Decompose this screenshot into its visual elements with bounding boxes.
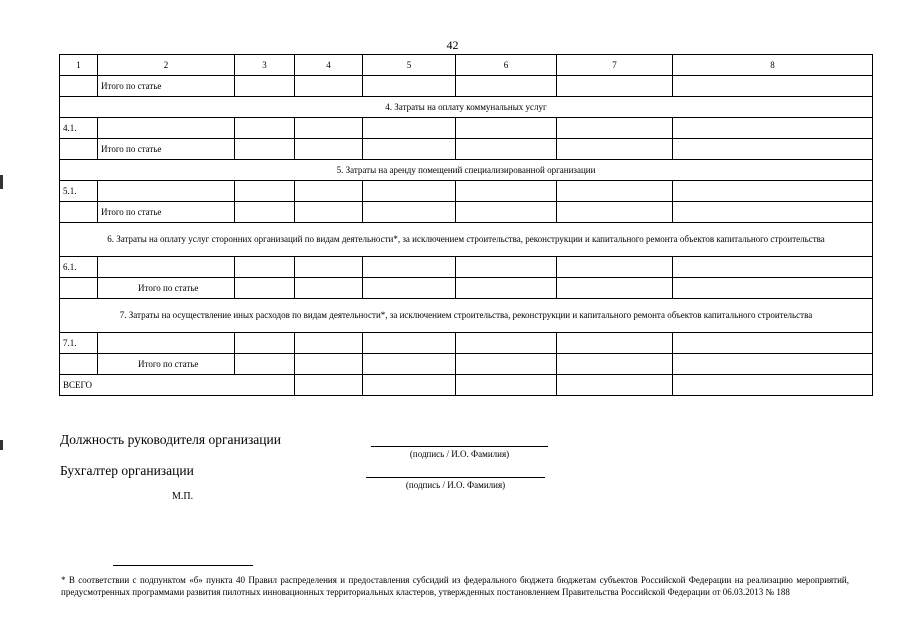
table-cell [235,257,295,278]
table-cell [557,139,673,160]
table-cell [456,375,557,396]
column-header: 3 [235,55,295,76]
table-cell [673,278,873,299]
row-number: 4.1. [60,118,98,139]
table-cell [456,354,557,375]
column-header: 8 [673,55,873,76]
column-header: 1 [60,55,98,76]
total-row [60,202,873,223]
table-cell [363,333,456,354]
row-number: 6.1. [60,257,98,278]
table-cell [363,181,456,202]
section-heading: 7. Затраты на осуществление иных расходов по видам деятельности*, за исключением строительства, реконструкции и капитального ремонта объектов капитального строительства [60,299,873,333]
head-position-label: Должность руководителя организации [60,432,281,447]
grand-total-label: ВСЕГО [60,375,295,396]
table-cell [363,202,456,223]
item-row [60,333,873,354]
table-cell [235,333,295,354]
table-cell [456,202,557,223]
table-cell [235,118,295,139]
table-cell [235,181,295,202]
grand-total-row [60,375,873,396]
table-cell [673,375,873,396]
row-number: 7.1. [60,333,98,354]
table-cell [557,257,673,278]
section-heading: 6. Затраты на оплату услуг сторонних организаций по видам деятельности*, за исключением строительства, реконструкции и капитального ремонта объектов капитального строительства [60,223,873,257]
table-cell [557,333,673,354]
table-cell [456,278,557,299]
total-row [60,76,873,97]
table-cell [557,375,673,396]
total-row [60,278,873,299]
table-cell [295,139,363,160]
stamp-placeholder: М.П. [172,491,194,502]
accountant-signature-caption: (подпись / И.О. Фамилия) [405,480,506,490]
table-cell [363,76,456,97]
total-row [60,354,873,375]
item-row [60,181,873,202]
table-cell [295,333,363,354]
table-cell [235,278,295,299]
column-header: 4 [295,55,363,76]
table-cell [456,181,557,202]
table-cell [557,278,673,299]
table-cell [557,354,673,375]
row-number [60,139,98,160]
table-cell [363,375,456,396]
table-cell [456,118,557,139]
row-label: Итого по статье [98,202,235,223]
table-header-row [60,55,873,76]
table-cell [456,139,557,160]
row-number [60,354,98,375]
row-label: Итого по статье [98,76,235,97]
section-heading: 5. Затраты на аренду помещений специализированной организации [60,160,873,181]
table-cell [235,139,295,160]
page-number: 42 [446,38,459,52]
table-cell [363,118,456,139]
row-label [98,333,235,354]
table-cell [456,333,557,354]
table-cell [557,76,673,97]
section-heading-row [60,97,873,118]
item-row [60,118,873,139]
table-cell [235,202,295,223]
table-cell [295,118,363,139]
accountant-label: Бухгалтер организации [60,463,194,478]
column-header: 7 [557,55,673,76]
head-signature-caption: (подпись / И.О. Фамилия) [409,449,510,459]
table-cell [673,118,873,139]
row-label [98,257,235,278]
table-cell [235,354,295,375]
footnote: * В соответствии с подпунктом «б» пункта 40 Правил распределения и предоставления субсидий из федерального бюджета бюджетам субъектов Российской Федерации на реализацию мероприятий, предусмотренных программами развития пилотных инновационных территориальных кластеров, утвержденных постановлением Правительства Российской Федерации от 06.03.2013 № 188 [61,575,849,597]
row-number [60,202,98,223]
column-header: 5 [363,55,456,76]
row-label: Итого по статье [98,354,235,375]
table-cell [673,181,873,202]
table-cell [673,257,873,278]
table-cell [363,139,456,160]
report-table [59,54,873,396]
footnote-rule [113,565,253,566]
row-label: Итого по статье [98,139,235,160]
column-header: 6 [456,55,557,76]
scan-edge-mark [0,440,3,450]
table-cell [363,257,456,278]
section-heading-row [60,223,873,257]
row-label [98,118,235,139]
accountant-signature-line [366,477,545,478]
total-row [60,139,873,160]
item-row [60,257,873,278]
table-cell [673,139,873,160]
table-cell [295,202,363,223]
row-label [98,181,235,202]
table-cell [673,354,873,375]
table-cell [557,202,673,223]
table-cell [235,76,295,97]
table-cell [295,354,363,375]
table-cell [295,76,363,97]
head-signature-line [371,446,548,447]
table-cell [295,375,363,396]
table-cell [673,202,873,223]
table-cell [295,257,363,278]
scan-edge-mark [0,175,3,189]
table-cell [456,257,557,278]
table-cell [557,181,673,202]
table-cell [557,118,673,139]
section-heading: 4. Затраты на оплату коммунальных услуг [60,97,873,118]
section-heading-row [60,160,873,181]
table-cell [363,278,456,299]
row-number: 5.1. [60,181,98,202]
table-cell [456,76,557,97]
row-number [60,76,98,97]
table-cell [363,354,456,375]
table-cell [295,181,363,202]
table-cell [673,333,873,354]
table-cell [295,278,363,299]
row-number [60,278,98,299]
section-heading-row [60,299,873,333]
column-header: 2 [98,55,235,76]
row-label: Итого по статье [98,278,235,299]
table-cell [673,76,873,97]
